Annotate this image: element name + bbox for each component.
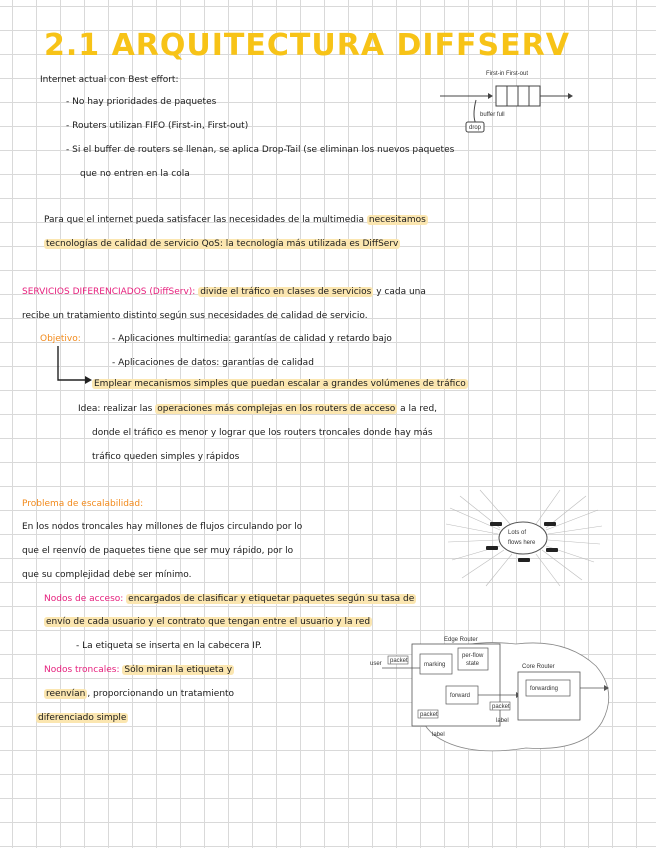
qos-paragraph-line1 xyxy=(44,214,428,226)
forwarding-label: forwarding xyxy=(530,686,559,692)
packet-core-label: packet xyxy=(492,704,510,710)
idea-tail: a la red, xyxy=(400,404,438,414)
scalability-line2: que el reenvío de paquetes tiene que ser muy rápido, por lo xyxy=(22,546,294,556)
packet-in-label: packet xyxy=(390,658,408,664)
core-nodes-highlight-2: reenvían xyxy=(46,689,86,699)
access-nodes-line2 xyxy=(44,616,372,628)
objective-arrow-icon xyxy=(52,344,94,386)
diffserv-line1 xyxy=(22,286,426,298)
fifo-in-arrowhead xyxy=(488,93,493,99)
router-diagram xyxy=(366,632,616,756)
objective-conclusion xyxy=(92,378,468,390)
scalability-line3: que su complejidad debe ser mínimo. xyxy=(22,570,192,580)
core-nodes-line1 xyxy=(44,664,234,676)
diffserv-line1-tail: y cada una xyxy=(376,287,426,297)
marking-label: marking xyxy=(424,662,446,668)
access-nodes-highlight-1: encargados de clasificar y etiquetar paquetes según su tasa de xyxy=(128,594,415,604)
diffserv-label: SERVICIOS DIFERENCIADOS (DiffServ): xyxy=(22,287,196,297)
flows-label-1: Lots of xyxy=(508,530,527,536)
forward-label: forward xyxy=(450,693,471,699)
state-label: state xyxy=(466,661,480,667)
intro-bullet-3-cont: que no entren en la cola xyxy=(80,169,190,179)
access-nodes-line1 xyxy=(44,593,416,605)
access-nodes-label: Nodos de acceso: xyxy=(44,594,124,604)
idea-line1 xyxy=(78,403,437,415)
objective-item-1: - Aplicaciones multimedia: garantías de calidad y retardo bajo xyxy=(112,334,392,344)
core-nodes-highlight-3: diferenciado simple xyxy=(38,713,127,723)
intro-heading: Internet actual con Best effort: xyxy=(40,75,179,85)
flows-network-diagram xyxy=(440,488,606,588)
idea-line3: tráfico queden simples y rápidos xyxy=(92,452,240,462)
packet-out-label: packet xyxy=(420,712,438,718)
per-flow-label: per-flow xyxy=(462,653,484,659)
edge-router-label: Edge Router xyxy=(444,637,478,643)
fifo-drop-label: drop xyxy=(469,125,482,131)
fifo-drop-arrow xyxy=(474,100,476,124)
idea-line2: donde el tráfico es menor y lograr que los routers troncales donde hay más xyxy=(92,428,433,438)
objective-label: Objetivo: xyxy=(40,334,81,344)
fifo-buffer-label: buffer full xyxy=(480,112,505,118)
core-nodes-highlight-1: Sólo miran la etiqueta y xyxy=(124,665,233,675)
core-nodes-line3 xyxy=(36,712,128,724)
label-tag-1: label xyxy=(432,732,445,738)
qos-paragraph-line2 xyxy=(44,238,400,250)
scalability-label: Problema de escalabilidad: xyxy=(22,499,144,509)
core-nodes-line2 xyxy=(44,688,234,700)
fifo-queue-diagram xyxy=(436,66,576,134)
diffserv-highlight: divide el tráfico en clases de servicios xyxy=(200,287,372,297)
user-label: user xyxy=(370,661,382,667)
core-router-label: Core Router xyxy=(522,664,555,670)
intro-bullet-2: - Routers utilizan FIFO (First-in, First-out) xyxy=(66,121,249,131)
tag-insert-line: - La etiqueta se inserta en la cabecera IP. xyxy=(76,641,262,651)
idea-highlight: operaciones más complejas en los routers de acceso xyxy=(157,404,396,414)
objective-item-2: - Aplicaciones de datos: garantías de calidad xyxy=(112,358,314,368)
core-nodes-label: Nodos troncales: xyxy=(44,665,120,675)
qos-line2-highlight: tecnologías de calidad de servicio QoS: la tecnología más utilizada es DiffServ xyxy=(46,239,399,249)
qos-line1-text: Para que el internet pueda satisfacer las necesidades de la multimedia xyxy=(44,215,364,225)
core-nodes-tail: , proporcionando un tratamiento xyxy=(87,689,235,699)
qos-line1-highlight: necesitamos xyxy=(368,215,426,225)
diffserv-line2: recibe un tratamiento distinto según sus necesidades de calidad de servicio. xyxy=(22,311,368,321)
intro-bullet-1: - No hay prioridades de paquetes xyxy=(66,97,217,107)
flows-label-2: flows here xyxy=(508,540,536,546)
flows-cloud xyxy=(499,522,547,554)
intro-bullet-3: - Si el buffer de routers se llenan, se aplica Drop-Tail (se eliminan los nuevos paquetes xyxy=(66,145,455,155)
page-title: 2.1 ARQUITECTURA DIFFSERV xyxy=(44,28,570,63)
scalability-line1: En los nodos troncales hay millones de flujos circulando por lo xyxy=(22,522,303,532)
access-nodes-highlight-2: envío de cada usuario y el contrato que tengan entre el usuario y la red xyxy=(46,617,371,627)
idea-prefix: Idea: realizar las xyxy=(78,404,153,414)
label-tag-2: label xyxy=(496,718,509,724)
fifo-label: First-in First-out xyxy=(486,71,528,77)
objective-conclusion-highlight: Emplear mecanismos simples que puedan escalar a grandes volúmenes de tráfico xyxy=(94,379,466,389)
